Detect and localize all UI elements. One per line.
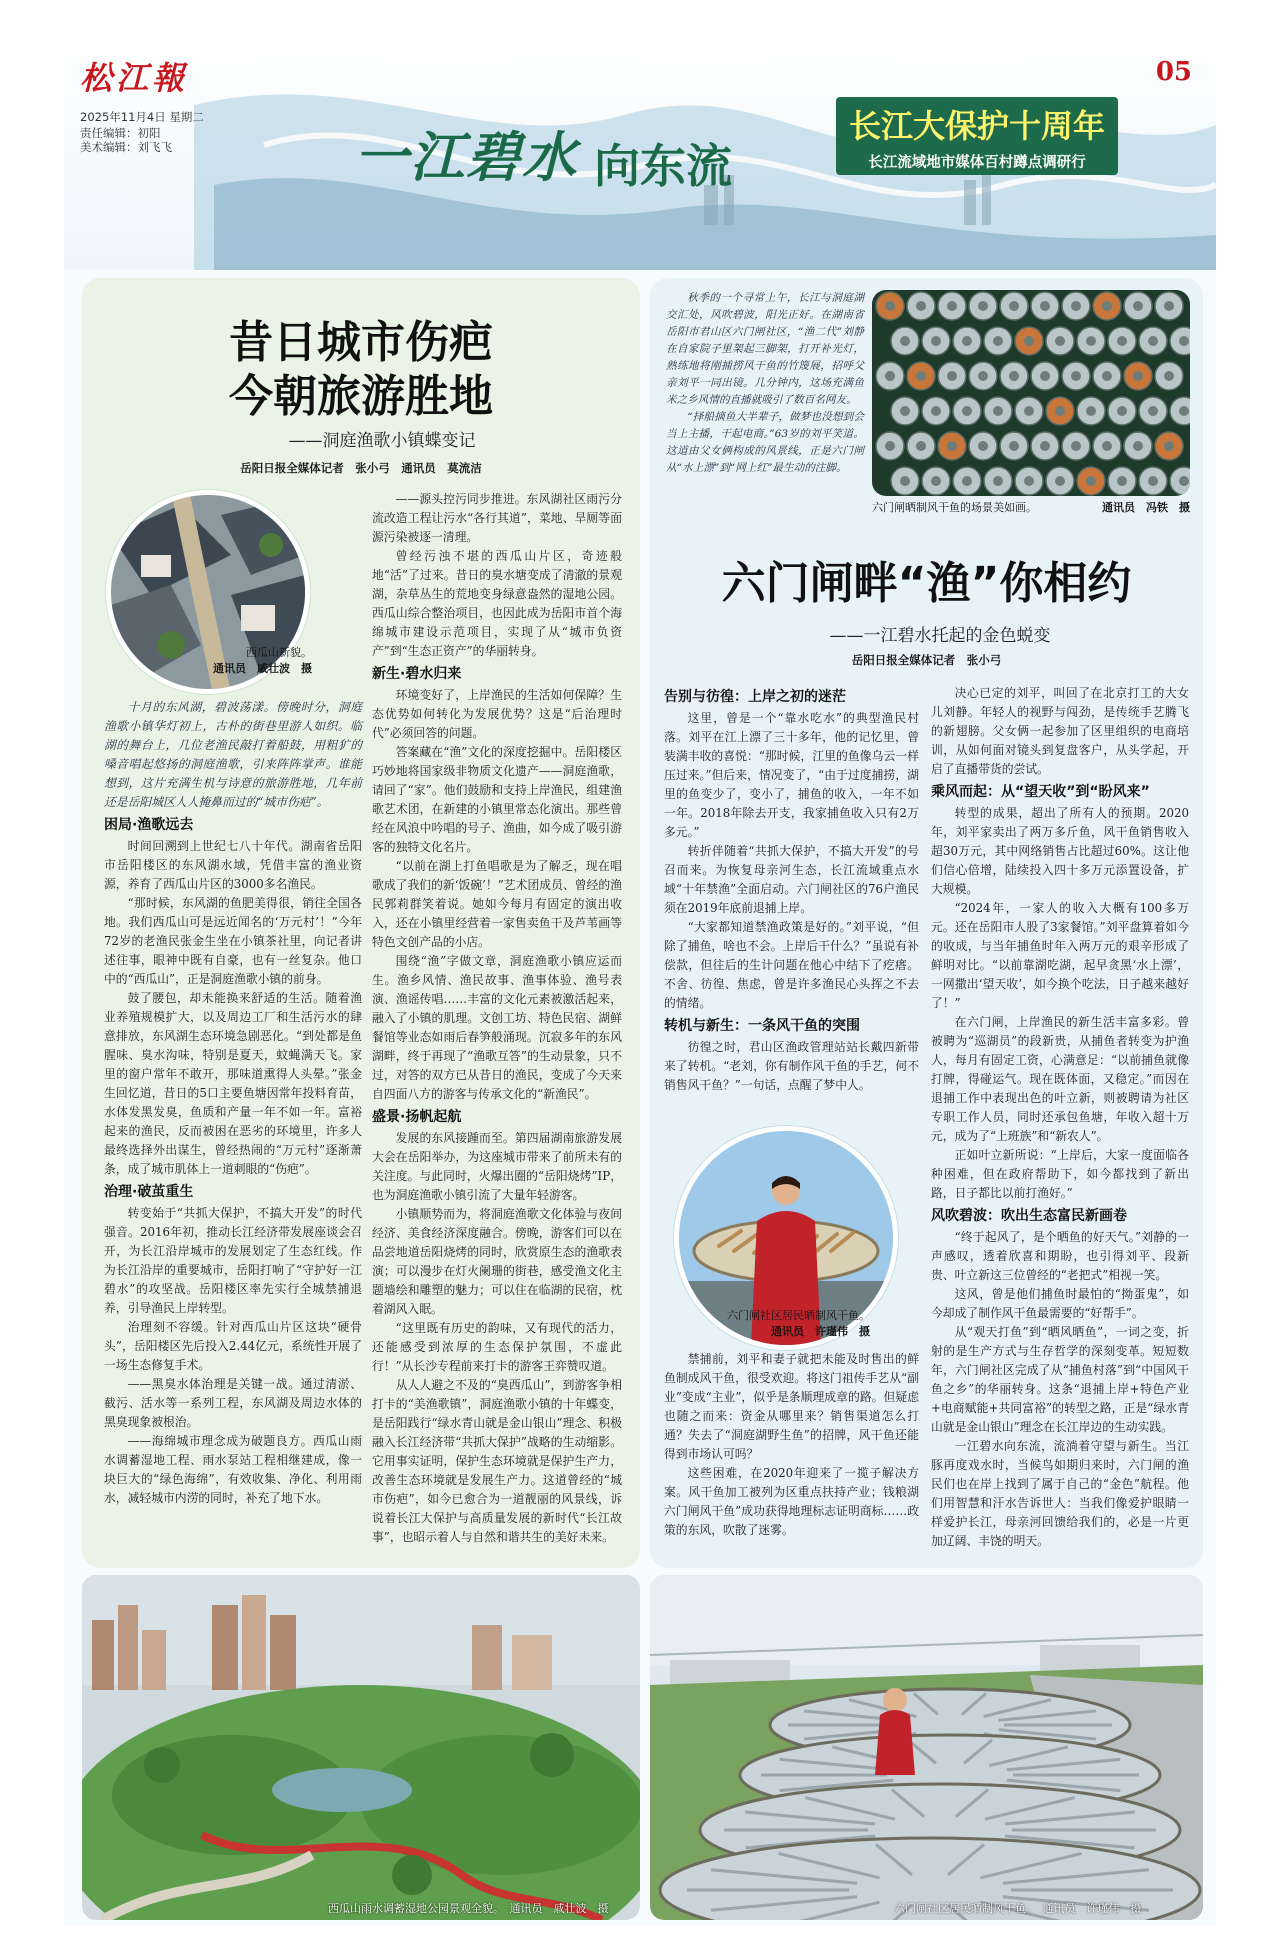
fish-rack-dish-center [1179, 476, 1189, 486]
right-paragraph: 决心已定的刘平，叫回了在北京打工的大女儿刘静。年轻人的视野与闯劲，是传统手艺腾飞的新翅膀。父女俩一起参加了区里组织的电商培训，从如何面对镜头到复盘客户，从头学起，开启了直播带货的尝试。 [931, 686, 1189, 776]
left-headline-line1: 昔日城市伤疤 [229, 317, 493, 368]
right-byline: 岳阳日报全媒体记者 张小弓 [851, 653, 1002, 667]
right-section3-title: 乘风而起：从“望天收”到“盼风来” [931, 784, 1150, 800]
fish-woman-credit: 通讯员 许瑾伟 摄 [771, 1325, 870, 1338]
right-paragraph: 转折伴随着“共抓大保护，不搞大开发”的号召而来。为恢复母亲河生态，长江流域重点水域“十年禁渔”全面启动。六门闸社区的76户渔民须在2019年底前退捕上岸。 [664, 844, 919, 915]
left-byline: 岳阳日报全媒体记者 张小弓 通讯员 莫流洁 [240, 461, 482, 475]
town-photo-caption-text: 西瓜山新貌。 [246, 646, 312, 659]
banner-calligraphy: 一江碧水 [354, 125, 578, 189]
fish-rack-dish-center [947, 301, 957, 311]
fish-racks-credit: 通讯员 冯铁 摄 [1102, 501, 1190, 514]
series-badge-title: 长江大保护十周年 [848, 107, 1105, 145]
left-paragraph: 鼓了腰包，却未能换来舒适的生活。随着渔业养殖规模扩大，以及周边工厂和生活污水的肆意排放，东风湖生态环境急剧恶化。“到处都是鱼腥味、臭水沟味，特别是夏天，蚊蝇满天飞。家里的窗户常年不敢开，那味道熏得人头晕。”张金生回忆道，昔日的5口主要鱼塘因常年投料育苗，水体发黑发臭，鱼质和产量一年不如一年。富裕起来的渔民，反而被困在恶劣的环境里，许多人最终选择外出谋生，曾经热闹的“万元村”逐渐萧条，成了城市肌体上一道刺眼的“伤疤”。 [104, 991, 362, 1176]
fish-racks-caption [872, 500, 1190, 516]
fish-rack-dish-center [1102, 371, 1112, 381]
newspaper-page [64, 35, 1216, 1925]
fish-rack-dish-center [1148, 336, 1158, 346]
right-paragraph: 彷徨之时，君山区渔政管理站站长戴四新带来了转机。“老刘，你有制作风干鱼的手艺，何不销售风干鱼？”一句话，点醒了梦中人。 [664, 1040, 919, 1092]
fish-rack-dish-center [1071, 371, 1081, 381]
left-section2-title: 治理·破茧重生 [104, 1184, 194, 1200]
fish-rack-dish-center [1055, 406, 1065, 416]
fish-rack-dish-center [916, 371, 926, 381]
fish-racks-image [872, 290, 1190, 496]
fish-rack-dish-center [962, 406, 972, 416]
left-headline-line2: 今朝旅游胜地 [229, 371, 493, 422]
fish-rack-dish-center [931, 476, 941, 486]
right-headline: 六门闸畔“渔”你相约 [721, 558, 1132, 609]
fish-rack-dish-center [1164, 301, 1174, 311]
right-article-col1 [664, 684, 919, 1095]
drying-fish-image [650, 1575, 1203, 1920]
fish-rack-dish-center [1040, 301, 1050, 311]
fish-rack-dish-center [1148, 406, 1158, 416]
fish-rack-dish-center [1133, 371, 1143, 381]
fish-rack-dish-center [1117, 476, 1127, 486]
right-article-col2 [931, 684, 1189, 1551]
fish-racks-photo [872, 290, 1190, 496]
fish-rack-dish-center [1179, 336, 1189, 346]
fish-rack-dish-center [978, 301, 988, 311]
fish-rack-dish-center [962, 476, 972, 486]
left-paragraph: ——海绵城市理念成为破题良方。西瓜山雨水调蓄湿地工程、雨水泵站工程相继建成，像一块巨大的“绿色海绵”，有效收集、净化、利用雨水，减轻城市内涝的同时，补充了地下水。 [104, 1434, 362, 1505]
fish-rack-dish-center [993, 406, 1003, 416]
fish-rack-dish-center [916, 441, 926, 451]
wetland-park-photo [82, 1575, 640, 1920]
fish-rack-dish-center [1102, 441, 1112, 451]
fish-rack-dish-center [978, 441, 988, 451]
left-paragraph: “那时候，东风湖的鱼肥美得很，销往全国各地。我们西瓜山可是远近闻名的‘万元村’！”今年72岁的老渔民张金生坐在小镇茶社里，向记者讲述往事，眼神中既有自豪，也有一丝复杂。他口中的“西瓜山”，正是洞庭渔歌小镇的前身。 [104, 896, 362, 986]
wetland-park-image [82, 1575, 640, 1920]
fish-rack-dish-center [1086, 476, 1096, 486]
right-paragraph: 一江碧水向东流，流淌着守望与新生。当江豚再度戏水时，当候鸟如期归来时，六门闸的渔民们也在岸上找到了属于自己的“金色”航程。他们用智慧和汗水告诉世人：当我们像爱护眼睛一样爱护长江，母亲河回馈给我们的，必是一片更加辽阔、丰饶的明天。 [931, 1439, 1189, 1548]
right-paragraph: 禁捕前，刘平和妻子就把未能及时售出的鲜鱼制成风干鱼，很受欢迎。将这门祖传手艺从“副业”变成“主业”，似乎是条顺理成章的路。但疑虑也随之而来：资金从哪里来？销售渠道怎么打通？失去了“洞庭湖野生鱼”的招牌，风干鱼还能得到市场认可吗？ [664, 1352, 919, 1461]
fish-rack-dish-center [1164, 441, 1174, 451]
right-paragraph: 这风，曾是他们捕鱼时最怕的“拗蛋鬼”，如今却成了制作风干鱼最需要的“好帮手”。 [931, 1287, 1189, 1320]
left-section1-title: 困局·渔歌远去 [104, 817, 194, 833]
fish-rack-dish-center [900, 476, 910, 486]
left-section4-title: 盛景·扬帆起航 [372, 1109, 462, 1125]
masthead [64, 35, 1216, 270]
fish-rack-dish-center [1009, 301, 1019, 311]
left-paragraph: “以前在湖上打鱼唱歌是为了解乏，现在唱歌成了我们的新‘饭碗’！”艺术团成员、曾经的渔民郭莉群笑着说。她如今每月有固定的演出收入，还在小镇里经营着一家售卖鱼干及芦苇画等特色文创产品的小店。 [372, 859, 622, 949]
fish-rack-dish-center [1009, 441, 1019, 451]
right-intro-text-2: “择船摘鱼大半辈子，做梦也没想到会当上主播，干起电商。”63岁的刘平笑道。这道由父女俩构成的风景线，正是六门闸从“水上漂”到“网上红”最生动的注脚。 [666, 411, 864, 474]
series-badge [836, 97, 1118, 175]
fish-rack-dish-center [916, 301, 926, 311]
fish-rack-dish-center [993, 336, 1003, 346]
left-paragraph: 从人人避之不及的“臭西瓜山”，到游客争相打卡的“美渔歌镇”，洞庭渔歌小镇的十年蝶变，是岳阳践行“绿水青山就是金山银山”理念、积极融入长江经济带“共抓大保护”战略的生动缩影。它用事实证明，保护生态环境就是保护生产力，改善生态环境就是发展生产力。这道曾经的“城市伤疤”，如今已愈合为一道靓丽的风景线，诉说着长江大保护与高质量发展的新时代“长江故事”，也昭示着人与自然和谐共生的美好未来。 [372, 1378, 622, 1544]
fish-rack-dish-center [1179, 406, 1189, 416]
left-headline [82, 316, 640, 424]
fish-rack-dish-center [1009, 371, 1019, 381]
left-paragraph: 小镇顺势而为，将洞庭渔歌文化体验与夜间经济、美食经济深度融合。傍晚，游客们可以在品尝地道岳阳烧烤的同时，欣赏原生态的渔歌表演；可以漫步在灯火阑珊的街巷，感受渔文化主题墙绘和雕塑的魅力；可以住在临湖的民宿，枕着湖风入眠。 [372, 1207, 622, 1316]
fish-rack-dish-center [1024, 336, 1034, 346]
fish-rack-dish-center [947, 371, 957, 381]
left-article-col1 [104, 698, 362, 1508]
fish-rack-dish-center [1071, 301, 1081, 311]
fish-rack-dish-center [1024, 476, 1034, 486]
left-lead: 十月的东风湖，碧波荡漾。傍晚时分，洞庭渔歌小镇华灯初上，古朴的街巷里游人如织。临湖的舞台上，几位老渔民敲打着船鼓，用粗犷的嗓音唱起悠扬的洞庭渔歌，引来阵阵掌声。谁能想到，这片充满生机与诗意的旅游胜地，几年前还是岳阳城区人人掩鼻而过的“城市伤疤”。 [104, 700, 362, 809]
fish-rack-dish-center [931, 406, 941, 416]
right-section2-title: 转机与新生：一条风干鱼的突围 [664, 1018, 860, 1034]
left-article [82, 278, 640, 1568]
left-section3-title: 新生·碧水归来 [372, 666, 462, 682]
right-paragraph: “终于起风了，是个晒鱼的好天气。”刘静的一声感叹，透着欣喜和期盼，也引得刘平、段新贵、叶立新这三位曾经的“老把式”相视一笑。 [931, 1230, 1189, 1282]
left-paragraph: 发展的东风接踵而至。第四届湖南旅游发展大会在岳阳举办，为这座城市带来了前所未有的关注度。与此同时，火爆出圈的“岳阳烧烤”IP，也为洞庭渔歌小镇引流了大量年轻游客。 [372, 1131, 622, 1202]
right-paragraph: “2024年，一家人的收入大概有100多万元。还在岳阳市人股了3家餐馆。”刘平盘算着如今的收成，与当年捕鱼时年入两万元的艰辛形成了鲜明对比。“以前靠湖吃湖，起早贪黑‘水上漂’，一网撒出‘望天收’，如今换个吃法，日子越来越好了！” [931, 901, 1189, 1010]
series-badge-subtitle: 长江流域地市媒体百村蹲点调研行 [868, 155, 1086, 171]
left-subtitle: ——洞庭渔歌小镇蝶变记 [288, 431, 476, 451]
fish-rack-dish-center [900, 406, 910, 416]
fish-rack-dish-center [978, 371, 988, 381]
right-paragraph: 这些困难，在2020年迎来了一揽子解决方案。风干鱼加工被列为区重点扶持产业；钱粮湖六门闸风干鱼”成功获得地理标志证明商标……政策的东风，吹散了迷雾。 [664, 1466, 919, 1537]
right-section1-title: 告别与彷徨：上岸之初的迷茫 [664, 689, 846, 705]
fish-rack-dish-center [885, 371, 895, 381]
right-article [650, 278, 1203, 1568]
wetland-park-caption: 西瓜山雨水调蓄湿地公园景观全貌。 通讯员 戚壮波 摄 [328, 1902, 609, 1915]
town-photo-credit: 通讯员 戚壮波 摄 [213, 662, 312, 675]
left-paragraph: 转变始于“共抓大保护，不搞大开发”的时代强音。2016年初，推动长江经济带发展座谈会召开，为长江沿岸城市的发展划定了生态红线。作为长江沿岸的重要城市，岳阳打响了“守护好一江碧水”的攻坚战。岳阳楼区率先实行全城禁捕退养，引导渔民上岸转型。 [104, 1206, 362, 1315]
right-paragraph: 从“观天打鱼”到“晒风晒鱼”，一词之变，折射的是生产方式与生存哲学的深刻变革。短短数年，六门闸社区完成了从“捕鱼村落”到“中国风干鱼之乡”的华丽转身。这条“退捕上岸+特色产业+电商赋能+共同富裕”的转型之路，正是“绿水青山就是金山银山”理念在长江岸边的生动实践。 [931, 1325, 1189, 1434]
fish-rack-dish-center [1040, 441, 1050, 451]
left-article-col2 [372, 490, 622, 1547]
left-paragraph: “这里既有历史的韵味，又有现代的活力，还能感受到浓厚的生态保护氛围，不虚此行！”从长沙专程前来打卡的游客王弈赞叹道。 [372, 1321, 622, 1373]
fish-rack-dish-center [931, 336, 941, 346]
fish-woman-caption [710, 1308, 870, 1340]
fish-rack-dish-center [1055, 336, 1065, 346]
right-paragraph: 转型的成果，超出了所有人的预期。2020年，刘平家卖出了两万多斤鱼，风干鱼销售收入超30万元，其中网络销售占比超过60%。这让他们信心倍增，陆续投入四十多万元添置设备，扩大规模。 [931, 806, 1189, 896]
right-paragraph: 正如叶立新所说：“上岸后，大家一度面临各种困难，但在政府帮助下，如今都找到了新出路，日子都比以前打渔好。” [931, 1148, 1189, 1200]
right-intro-text: 秋季的一个寻常上午，长江与洞庭湖交汇处，风吹碧波，阳光正好。在湖南省岳阳市君山区六门闸社区，“渔二代”刘静在自家院子里架起三脚架，打开补光灯，熟练地将刚捕捞风干鱼的竹篾展，招呼父亲刘平一同出镜。几分钟内，这场充满鱼米之乡风情的直播就吸引了数百名网友。 [666, 292, 864, 406]
fish-rack-dish-center [1164, 371, 1174, 381]
fish-rack-dish-center [993, 476, 1003, 486]
page-number: 05 [1155, 57, 1192, 87]
fish-rack-dish-center [1133, 301, 1143, 311]
fish-rack-dish-center [1133, 441, 1143, 451]
fish-rack-dish-center [1055, 476, 1065, 486]
left-paragraph: 围绕“渔”字做文章，洞庭渔歌小镇应运而生。渔乡风情、渔民故事、渔事体验、渔号表演、渔谣传唱……丰富的文化元素被激活起来，融入了小镇的肌理。文创工坊、特色民宿、湖鲜餐馆等业态如雨后春笋般涌现。沉寂多年的东风湖畔，终于再现了“渔歌互答”的生动景象，只不过，对答的双方已从昔日的渔民，变成了今天来自四面八方的游客与传承文化的“新渔民”。 [372, 954, 622, 1101]
newspaper-logo: 松江報 [80, 59, 189, 97]
drying-fish-photo [650, 1575, 1203, 1920]
fish-rack-dish-center [1086, 406, 1096, 416]
right-paragraph: “大家都知道禁渔政策是好的。”刘平说，“但除了捕鱼，啥也不会。上岸后干什么？”虽说有补偿款，但往后的生计问题在他心中结下了疙瘩。不舍、彷徨、焦虑，曾是许多渔民心头挥之不去的情绪。 [664, 920, 919, 1010]
banner-text: 向东流 [594, 139, 732, 193]
fish-rack-dish-center [1071, 441, 1081, 451]
left-paragraph: 治理刻不容缓。针对西瓜山片区这块“硬骨头”，岳阳楼区先后投入2.44亿元，系统性开展了一场生态修复手术。 [104, 1320, 362, 1372]
fish-rack-dish-center [1148, 476, 1158, 486]
fish-rack-dish-center [885, 301, 895, 311]
fish-woman-caption-text: 六门闸社区居民晒制风干鱼。 [727, 1309, 870, 1322]
art-editor-credit: 美术编辑：刘飞飞 [80, 140, 172, 154]
fish-rack-dish-center [962, 336, 972, 346]
right-section4-title: 风吹碧波：吹出生态富民新画卷 [931, 1208, 1127, 1224]
left-paragraph: 曾经污浊不堪的西瓜山片区，奇迹般地“活”了过来。昔日的臭水塘变成了清澈的景观湖，杂草丛生的荒地变身绿意盎然的湿地公园。西瓜山综合整治项目，也因此成为岳阳市首个海绵城市建设示范项目，实现了从“城市负资产”到“生态正资产”的华丽转身。 [372, 549, 622, 658]
right-subtitle: ——一江碧水托起的金色蜕变 [829, 626, 1051, 646]
fish-rack-dish-center [1024, 406, 1034, 416]
fish-rack-dish-center [1040, 371, 1050, 381]
fish-rack-dish-center [1102, 301, 1112, 311]
left-paragraph: 答案藏在“渔”文化的深度挖掘中。岳阳楼区巧妙地将国家级非物质文化遗产——洞庭渔歌，请回了“家”。他们鼓励和支持上岸渔民，组建渔歌艺术团，在新建的小镇里常态化演出。那些曾经在风浪中吟唱的号子、渔曲，如今成了吸引游客的独特文化名片。 [372, 745, 622, 854]
fish-rack-dish-center [900, 336, 910, 346]
town-photo-caption [122, 645, 312, 677]
issue-date: 2025年11月4日 星期二 [80, 110, 204, 124]
right-paragraph: 在六门闸，上岸渔民的新生活丰富多彩。曾被聘为“巡湖员”的段新贵，从捕鱼者转变为护渔人，每月有固定工资，心满意足：“以前捕鱼就像打牌，得碰运气。现在既体面，又稳定。”而因在退捕工作中表现出色的叶立新，则被聘请为社区专职工作人员，同时还承包鱼塘，年收入超十万元，成为了“上班族”和“新农人”。 [931, 1015, 1189, 1143]
left-paragraph: ——源头控污同步推进。东风湖社区雨污分流改造工程让污水“各行其道”，菜地、旱厕等面源污染被逐一清理。 [372, 492, 622, 544]
left-paragraph: ——黑臭水体治理是关键一战。通过清淤、截污、活水等一系列工程，东风湖及周边水体的黑臭现象被根治。 [104, 1377, 362, 1429]
fish-rack-dish-center [1117, 336, 1127, 346]
fish-rack-dish-center [1086, 336, 1096, 346]
left-paragraph: 时间回溯到上世纪七八十年代。湖南省岳阳市岳阳楼区的东风湖水域，凭借丰富的渔业资源，养育了西瓜山片区的3000多名渔民。 [104, 839, 362, 891]
right-paragraph: 这里，曾是一个“靠水吃水”的典型渔民村落。刘平在江上漂了三十多年，他的记忆里，曾装满丰收的喜悦：“那时候，江里的鱼像乌云一样压过来。”但后来，情况变了，“由于过度捕捞，湖里的鱼变少了，变小了，捕鱼的收入，一年不如一年。2018年除去开支，我家捕鱼收入只有2万多元。” [664, 711, 919, 839]
fish-rack-dish-center [885, 441, 895, 451]
left-paragraph: 环境变好了，上岸渔民的生活如何保障？生态优势如何转化为发展优势？这是“后治理时代”必须回答的问题。 [372, 688, 622, 740]
right-intro [666, 290, 864, 477]
fish-rack-dish-center [947, 441, 957, 451]
fish-rack-dish-center [1117, 406, 1127, 416]
fish-racks-caption-text: 六门闸晒制风干鱼的场景美如画。 [872, 501, 1037, 514]
drying-fish-caption: 六门闸社区居民晒制风干鱼。 通讯员 许瑾伟 摄 [894, 1902, 1142, 1915]
right-article-col1-bottom [664, 1350, 919, 1540]
editor-credit: 责任编辑：初阳 [80, 126, 161, 140]
